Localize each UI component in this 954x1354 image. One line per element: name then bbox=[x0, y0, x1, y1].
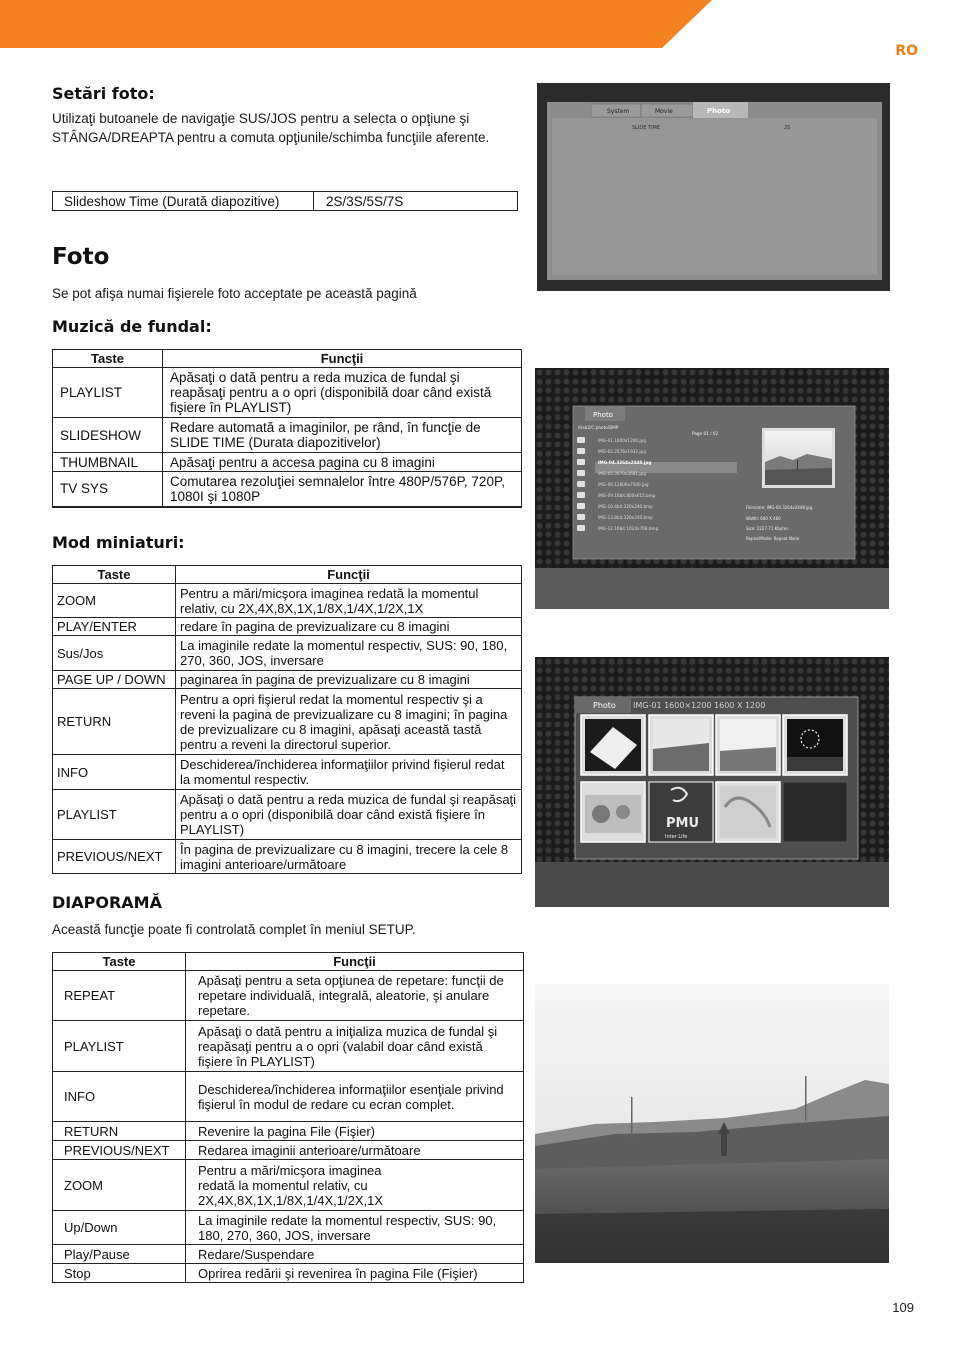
tab-photo: Photo bbox=[707, 107, 731, 115]
pmu-logo-subtitle: Inter Life bbox=[665, 834, 688, 840]
fundal-header-functions: Funcţii bbox=[163, 350, 522, 368]
row-key: TV SYS bbox=[53, 472, 163, 507]
row-key: SLIDESHOW bbox=[53, 418, 163, 453]
row-key: THUMBNAIL bbox=[53, 453, 163, 472]
table-row bbox=[53, 1021, 524, 1072]
file-name: IMG-10.4bit.320x240.bmp bbox=[598, 504, 653, 509]
table-row bbox=[53, 971, 524, 1021]
row-value: Apăsaţi pentru a seta opţiunea de repetare: funcţii de repetare individuală, integrală, aleatorie, şi anulare repetare. bbox=[186, 971, 524, 1021]
diaporama-header-keys: Taste bbox=[53, 953, 186, 971]
language-label: RO bbox=[895, 43, 918, 59]
table-row bbox=[53, 1264, 524, 1283]
miniaturi-title: Mod miniaturi: bbox=[52, 533, 185, 552]
row-key: PREVIOUS/NEXT bbox=[53, 1141, 186, 1160]
row-value: paginarea în pagina de previzualizare cu 8 imagini bbox=[176, 671, 522, 689]
file-name: IMG-02.2576x1932.jpg bbox=[598, 449, 646, 454]
row-key: Sus/Jos bbox=[53, 636, 176, 671]
setup-screenshot bbox=[537, 83, 890, 291]
table-row bbox=[53, 636, 522, 671]
row-value: Pentru a opri fişierul redat la momentul respectiv şi a reveni la pagina de previzualizare cu 8 imagini; în pagina de previzualizare cu 8 imagini, apăsaţi această tastă pentru a reveni la directorul superior. bbox=[176, 689, 522, 755]
table-row bbox=[53, 671, 522, 689]
row-key: ZOOM bbox=[53, 584, 176, 618]
tab-system: System bbox=[607, 108, 630, 115]
file-icon bbox=[577, 503, 585, 509]
settings-value: 2S/3S/5S/7S bbox=[314, 192, 518, 211]
diaporama-title: DIAPORAMĂ bbox=[52, 893, 162, 912]
row-value: Comutarea rezoluţiei semnalelor între 480P/576P, 720P, 1080I şi 1080P bbox=[163, 472, 522, 507]
file-icon bbox=[577, 437, 585, 443]
fundal-title: Muzică de fundal: bbox=[52, 317, 212, 336]
table-row bbox=[53, 418, 522, 453]
row-value: Pentru a mări/micşora imaginea redată la momentul relativ, cu 2X,4X,8X,1X,1/8X,1/4X,1/2X,1X bbox=[186, 1160, 524, 1211]
row-key: Play/Pause bbox=[53, 1245, 186, 1264]
row-value: Pentru a mări/micşora imaginea redată la momentul relativ, cu 2X,4X,8X,1X,1/8X,1/4X,1/2X,1X bbox=[176, 584, 522, 618]
file-name: IMG-13.8bit.320x240.bmp bbox=[598, 515, 653, 520]
browser-screenshot bbox=[535, 368, 889, 609]
file-icon bbox=[577, 470, 585, 476]
fundal-header-keys: Taste bbox=[53, 350, 163, 368]
row-key: ZOOM bbox=[53, 1160, 186, 1211]
table-row bbox=[53, 1245, 524, 1264]
row-value: Redarea imaginii anterioare/următoare bbox=[186, 1141, 524, 1160]
row-key: PAGE UP / DOWN bbox=[53, 671, 176, 689]
row-value: Oprirea redării şi revenirea în pagina File (Fişier) bbox=[186, 1264, 524, 1283]
info-line: Filename: IMG-04.3264x2448.jpg bbox=[746, 505, 813, 510]
row-key: Up/Down bbox=[53, 1211, 186, 1245]
file-icon bbox=[577, 448, 585, 454]
table-row bbox=[53, 472, 522, 507]
info-line: RepeatMode: Repeat None bbox=[746, 536, 800, 541]
row-key: PLAY/ENTER bbox=[53, 618, 176, 636]
row-key: PLAYLIST bbox=[53, 368, 163, 418]
browser-page: Page 01 / 02 bbox=[692, 431, 719, 436]
header-bar bbox=[0, 0, 954, 48]
file-icon bbox=[577, 492, 585, 498]
row-key: PREVIOUS/NEXT bbox=[53, 840, 176, 874]
info-line: Size: 2227.71 Kbytes bbox=[746, 526, 789, 531]
table-row bbox=[53, 453, 522, 472]
row-key: Stop bbox=[53, 1264, 186, 1283]
table-row bbox=[53, 368, 522, 418]
fullscreen-photo bbox=[535, 984, 889, 1263]
tab-movie: Movie bbox=[655, 108, 673, 115]
info-line: Width: 640 X 480 bbox=[746, 516, 781, 521]
row-value: La imaginile redate la momentul respectiv, SUS: 90, 180, 270, 360, JOS, inversare bbox=[176, 636, 522, 671]
row-value: Redare automată a imaginilor, pe rând, în funcţie de SLIDE TIME (Durata diapozitivelor) bbox=[163, 418, 522, 453]
foto-title: Foto bbox=[52, 244, 110, 270]
file-name: IMG-12.16bit.1024x768.bmp bbox=[598, 526, 659, 531]
foto-text: Se pot afişa numai fişierele foto acceptate pe această pagină bbox=[52, 286, 417, 301]
file-name: IMG-09.16bit.800x615.bmp bbox=[598, 493, 656, 498]
row-key: RETURN bbox=[53, 1122, 186, 1141]
table-row bbox=[53, 618, 522, 636]
table-row bbox=[53, 755, 522, 790]
row-value: Apăsaţi o dată pentru a reda muzica de fundal şi reapăsaţi pentru a o opri (disponibilă doar când există fişiere în PLAYLIST) bbox=[176, 790, 522, 840]
row-value: Redare/Suspendare bbox=[186, 1245, 524, 1264]
table-row bbox=[53, 840, 522, 874]
thumbs-screenshot bbox=[535, 657, 889, 907]
table-row bbox=[53, 1122, 524, 1141]
file-icon bbox=[577, 481, 585, 487]
row-value: La imaginile redate la momentul respectiv, SUS: 90, 180, 270, 360, JOS, inversare bbox=[186, 1211, 524, 1245]
fundal-table bbox=[52, 349, 522, 508]
table-row bbox=[53, 584, 522, 618]
page-number: 109 bbox=[892, 1300, 914, 1315]
row-value: Deschiderea/închiderea informaţiilor esenţiale privind fişierul în modul de redare cu ecran complet. bbox=[186, 1072, 524, 1122]
settings-text: Utilizaţi butoanele de navigaţie SUS/JOS pentru a selecta o opţiune şi STÂNGA/DREAPTA pentru a comuta opţiunile/schimba funcţiile aferente. bbox=[52, 111, 490, 145]
table-row bbox=[53, 1211, 524, 1245]
file-name: IMG-01.1600x1200.jpg bbox=[598, 438, 646, 443]
file-icon bbox=[577, 525, 585, 531]
settings-table bbox=[52, 191, 518, 211]
row-key: REPEAT bbox=[53, 971, 186, 1021]
slide-time-option: SLIDE TIME bbox=[632, 125, 661, 131]
row-key: RETURN bbox=[53, 689, 176, 755]
file-name: IMG-04.3264x2448.jpg bbox=[598, 460, 652, 465]
browser-path: /Usb2/C:photo/BMP bbox=[578, 425, 619, 430]
row-value: Apăsaţi o dată pentru a iniţializa muzica de fundal şi reapăsaţi pentru a o opri (valabil doar când există fişiere în PLAYLIST) bbox=[186, 1021, 524, 1072]
table-row bbox=[53, 790, 522, 840]
browser-tab-photo: Photo bbox=[593, 411, 613, 419]
table-row bbox=[53, 1160, 524, 1211]
row-value: redare în pagina de previzualizare cu 8 imagini bbox=[176, 618, 522, 636]
row-key: PLAYLIST bbox=[53, 1021, 186, 1072]
table-row bbox=[53, 689, 522, 755]
pmu-logo-text: PMU bbox=[666, 816, 700, 831]
diaporama-text: Această funcţie poate fi controlată complet în meniul SETUP. bbox=[52, 922, 416, 937]
slide-time-value: 2S bbox=[784, 125, 791, 131]
table-row bbox=[53, 1072, 524, 1122]
thumbs-tab-photo: Photo bbox=[593, 701, 616, 710]
row-value: În pagina de previzualizare cu 8 imagini, trecere la cele 8 imagini anterioare/următoare bbox=[176, 840, 522, 874]
settings-title: Setări foto: bbox=[52, 84, 155, 103]
row-key: PLAYLIST bbox=[53, 790, 176, 840]
file-icon bbox=[577, 459, 585, 465]
diaporama-table bbox=[52, 952, 524, 1283]
miniaturi-header-keys: Taste bbox=[53, 566, 176, 584]
diaporama-header-functions: Funcţii bbox=[186, 953, 524, 971]
miniaturi-header-functions: Funcţii bbox=[176, 566, 522, 584]
header-orange-band bbox=[0, 0, 954, 48]
row-value: Apăsaţi pentru a accesa pagina cu 8 imagini bbox=[163, 453, 522, 472]
row-value: Apăsaţi o dată pentru a reda muzica de fundal şi reapăsaţi pentru a o opri (disponibilă doar când există fişiere în PLAYLIST) bbox=[163, 368, 522, 418]
miniaturi-table bbox=[52, 565, 522, 874]
table-row bbox=[53, 1141, 524, 1160]
row-key: INFO bbox=[53, 1072, 186, 1122]
thumbs-caption: IMG-01 1600×1200 1600 X 1200 bbox=[633, 701, 766, 710]
settings-key: Slideshow Time (Durată diapozitive) bbox=[53, 192, 314, 211]
file-name: IMG-05.3970x2681.jpg bbox=[598, 471, 646, 476]
file-name: IMG-06.12800x7500.jpg bbox=[598, 482, 649, 487]
row-key: INFO bbox=[53, 755, 176, 790]
file-icon bbox=[577, 514, 585, 520]
row-value: Deschiderea/închiderea informaţiilor privind fişierul redat la momentul respectiv. bbox=[176, 755, 522, 790]
row-value: Revenire la pagina File (Fişier) bbox=[186, 1122, 524, 1141]
